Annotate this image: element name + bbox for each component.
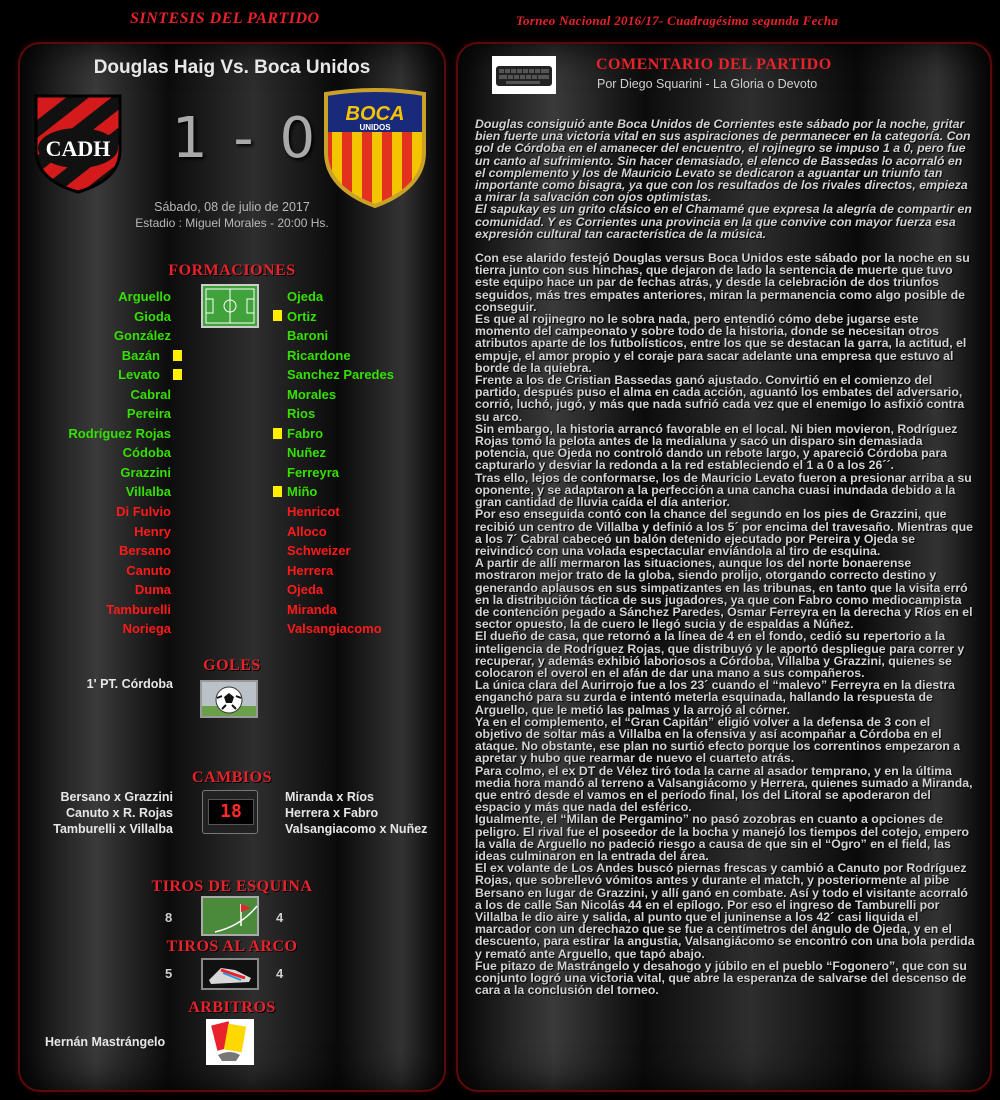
goles-heading: GOLES [203,657,261,674]
away-substitute: Miranda [287,602,337,617]
home-substitute: Noriega [122,621,171,636]
home-substitute: Tamburelli [106,602,171,617]
away-substitute: Ojeda [287,582,324,597]
yellow-card-icon [273,428,282,439]
home-substitute: Henry [134,524,171,539]
home-player: Villalba [125,484,171,499]
keyboard-icon [492,56,556,94]
shots-heading: TIROS AL ARCO [166,938,298,955]
yellow-card-icon [173,369,182,380]
goal-item: 1' PT. Córdoba [86,677,173,691]
section-title: SINTESIS DEL PARTIDO [130,10,320,27]
home-corners: 8 [165,910,173,925]
soccer-field-icon [201,284,259,328]
corner-flag-icon [201,896,259,936]
substitution-board-icon [202,790,258,834]
referee-name: Hernán Mastrángelo [45,1035,166,1049]
away-player: Ricardone [287,348,351,363]
score: 1 - 0 [172,106,320,171]
tournament-title: Torneo Nacional 2016/17- Cuadragésima segunda Fecha [516,13,839,28]
substitution-board-number: 18 [208,799,254,825]
home-substitute: Canuto [126,563,171,578]
away-substitution: Valsangiacomo x Nuñez [285,822,428,836]
article-paragraph: Por eso enseguida contó con la chance del segundo en los pies de Grazzini, que recibió un centro de Villalba y definió a los 5´ por encima del travesaño. Mientras que a los 7´ Cabral cabeceó un balón detenido ejecutado por Pereira y Ojeda se reivindicó con una volada espectacular enviándola al tiro de esquina. [475,507,973,558]
formaciones-heading: FORMACIONES [168,262,296,279]
home-player: González [113,328,171,343]
away-substitute: Henricot [287,504,340,519]
article-paragraph: Para colmo, el ex DT de Vélez tiró toda la carne al asador temprano, y en la última media hora mandó al terreno a Valsangiácomo y Herrera, quienes sumado a Miranda, que entró desde el vamos en el período final, los del Litoral se apoderaron del espacio y más que nada del esférico. [475,763,973,815]
article-paragraph: Es que al rojinegro no le sobra nada, pero entendió cómo debe jugarse este momento del campeonato y sobre todo de la historia, donde se necesitan otros atributos aparte de los futbolísticos, entre los que se destacan la garra, la actitud, el empuje, el amor propio y el coraje para sacar adelante una empresa que estuvo al borde de la quiebra. [475,312,967,375]
home-player: Códoba [122,445,171,460]
article-paragraph: Sin embargo, la historia arrancó favorable en el local. Ni bien movieron, Rodríguez Rojas tomó la pelota antes de la medialuna y sacó un disparo sin demasiada potencia, que Ojeda no controló dando un rebote largo, y apareció Córdoba para capturarlo y desviar la redonda a la red estableciendo el 1 a 0 a los 26´´. [475,421,958,473]
home-player: Pereira [126,406,171,421]
commentary-article [475,118,975,996]
home-substitution: Tamburelli x Villalba [53,822,173,836]
away-corners: 4 [276,910,284,925]
away-player: Sanchez Paredes [287,367,394,382]
match-date: Sábado, 08 de julio de 2017 [154,200,310,214]
commentary-panel [456,42,992,1092]
home-player: Rodríguez Rojas [68,426,171,441]
home-substitute: Bersano [118,543,171,558]
commentary-title: COMENTARIO DEL PARTIDO [596,56,832,73]
away-substitute: Schweizer [287,543,351,558]
away-substitute: Herrera [287,563,334,578]
top-bar [0,0,1000,42]
home-shots: 5 [165,966,173,981]
soccer-ball-icon [200,680,258,718]
away-player: Ojeda [287,289,324,304]
away-player: Morales [287,387,337,402]
article-paragraph: Igualmente, el “Milan de Pergamino” no pasó zozobras en cuanto a opciones de peligro. El rival fue el poseedor de la bocha y manejó los tiempos del cotejo, empero la valla de Arguello no padeció riesgo a causa de que sin el “Ogro” en el field, las ideas culminaron en la entrada del área. [475,812,970,863]
home-player: Bazán [121,348,160,363]
away-player: Fabro [287,426,324,441]
cambios-heading: CAMBIOS [192,769,272,786]
article-paragraph: A partir de allí mermaron las situaciones, aunque los del norte bonaerense mostraron mejor trato de la globa, siendo prolijo, otorgando correcto destino y generando aplausos en sus simpatizantes en las tribunas, en tanto que la visita erró en la distribución táctica de sus jugadores, ya que con Fabro como mediocampista de contención pegado a Sánchez Paredes, Osmar Ferreyra en la derecha y Ríos en el sector opuesto, la de cuero le llegó sucia y de espaldas a Núñez. [475,556,973,632]
soccer-boot-icon [201,958,259,990]
away-crest-text-top: BOCA [345,103,405,125]
home-substitution: Bersano x Grazzini [60,790,173,804]
home-crest-text: CADH [45,136,111,161]
referee-cards-icon [206,1019,254,1065]
article-paragraph: El dueño de casa, que retornó a la línea de 4 en el fondo, cedió su repertorio a la inteligencia de Rodríguez Rojas, que distribuyó y le aportó despliegue para correr y recuperar, y además exhibió laboriosos a Córdoba, Villalba y Grazzini, quienes se colocaron el overol en el afán de dar una mano a sus compañeros. [475,629,965,680]
away-substitution: Miranda x Ríos [285,790,374,804]
away-shots: 4 [276,966,284,981]
away-substitute: Alloco [287,524,327,539]
away-player: Nuñez [287,445,326,460]
away-substitute: Valsangiacomo [287,621,382,636]
home-player: Levato [118,367,160,382]
away-crest-text-bottom: UNIDOS [359,123,391,132]
yellow-card-icon [273,486,282,497]
away-player: Miño [287,484,318,499]
home-player: Cabral [130,387,171,402]
corners-heading: TIROS DE ESQUINA [151,878,313,895]
home-player: Arguello [118,289,171,304]
yellow-card-icon [173,350,182,361]
away-player: Baroni [287,328,329,343]
referees-heading: ARBITROS [188,999,276,1016]
article-paragraph: Ya en el complemento, el “Gran Capitán” eligió volver a la defensa de 3 con el objetivo de soltar más a Villalba en la ofensiva y así acompañar a Córdoba en el ataque. No obstante, ese plan no surtió efecto porque los correntinos empezaron a apretar y hubo que rearmar de nuevo el cuarteto atrás. [475,714,961,766]
intro-paragraph: Douglas consiguió ante Boca Unidos de Corrientes este sábado por la noche, gritar bien fuerte una victoria vital en sus aspiraciones de permanecer en la categoría. Con gol de Córdoba en el amanecer del encuentro, el rojinegro se impuso 1 a 0, pero fue un canto al sufrimiento. Sin hacer demasiado, el elenco de Bassedas lo acorraló en el complemento y los de Mauricio Levato se dedicaron a aguantar un triunfo tan importante como bisagra, ya que con los resultados de los rivales directos, empieza a mirar la salvación con ojos optimistas. [475,117,971,205]
commentary-author: Por Diego Squarini - La Gloria o Devoto [597,77,818,91]
match-stadium: Estadio : Miguel Morales - 20:00 Hs. [135,216,329,230]
douglas-haig-crest-icon [28,92,128,196]
article-paragraph: Frente a los de Cristian Bassedas ganó ajustado. Convirtió en el comienzo del partido, después puso el alma en cada acción, aguantó los embates del adversario, corrió, luchó, jugó, y más que nada sufrió cada vez que el enemigo lo asfixió contra su arco. [475,373,965,424]
match-title: Douglas Haig Vs. Boca Unidos [93,57,371,78]
home-player: Gioda [134,309,171,324]
away-player: Rios [287,406,316,421]
article-paragraph: Tras ello, lejos de conformarse, los de Mauricio Levato fueron a presionar arriba a su oponente, y se adaptaron a la perfección a una cancha cuasi inundada debido a la gran cantidad de lluvia caída el día anterior. [475,470,972,510]
home-player: Grazzini [120,465,171,480]
home-substitute: Duma [134,582,171,597]
article-paragraph: Con ese alarido festejó Douglas versus Boca Unidos este sábado por la noche en su tierra junto con sus hinchas, que dejaron de lado la sentencia de muerte que tuvo este equipo hace un par de fechas atrás, y desde la celebración de dos triunfos seguidos, más tres empates anteriores, miran la permanencia como algo posible de conseguir. [475,251,970,314]
away-player: Ortiz [287,309,317,324]
article-paragraph: Fue pitazo de Mastrángelo y desahogo y júbilo en el pueblo “Fogonero”, que con su conjunto logró una victoria vital, que abre la esperanza de salvarse del descenso de cara a la conclusión del torneo. [475,958,967,998]
intro-paragraph: El sapukay es un grito clásico en el Chamamé que expresa la alegría de compartir en comunidad. Y es Corrientes una provincia en la que convive con mayor fuerza esa expresión cultural tan característica de la música. [475,202,972,241]
article-paragraph: El ex volante de Los Andes buscó piernas frescas y cambió a Canuto por Rodríguez Rojas, que sobrellevó vómitos antes y durante el match, y posteriormente al pibe Bersano en lugar de Grazzini, y allí ganó en combate. Así y todo el visitante acorraló a los de calle San Nicolás 44 en el epílogo. Por eso el ingreso de Tamburelli por Villalba le dio aire y salida, al punto que el juninense a los 42´ casi liquida el marcador con un derechazo que se fue a centímetros del ángulo de Ojeda, y en el descuento, para estirar la angustia, Valsangiácomo se encontró con una bola perdida y remató ante Arguello, que tapó abajo. [475,861,975,961]
yellow-card-icon [273,310,282,321]
article-paragraph: La única clara del Aurirrojo fue a los 23´ cuando el “malevo” Ferreyra en la diestra enganchó para su zurda e intentó meterla esquinada, hallando la respuesta de Arguello, que le metió las palmas y la arrojó al córner. [475,678,955,717]
home-substitution: Canuto x R. Rojas [66,806,173,820]
away-substitution: Herrera x Fabro [285,806,379,820]
boca-unidos-crest-icon [318,88,432,212]
match-summary-panel [18,42,446,1092]
away-player: Ferreyra [287,465,340,480]
home-substitute: Di Fulvio [116,504,171,519]
